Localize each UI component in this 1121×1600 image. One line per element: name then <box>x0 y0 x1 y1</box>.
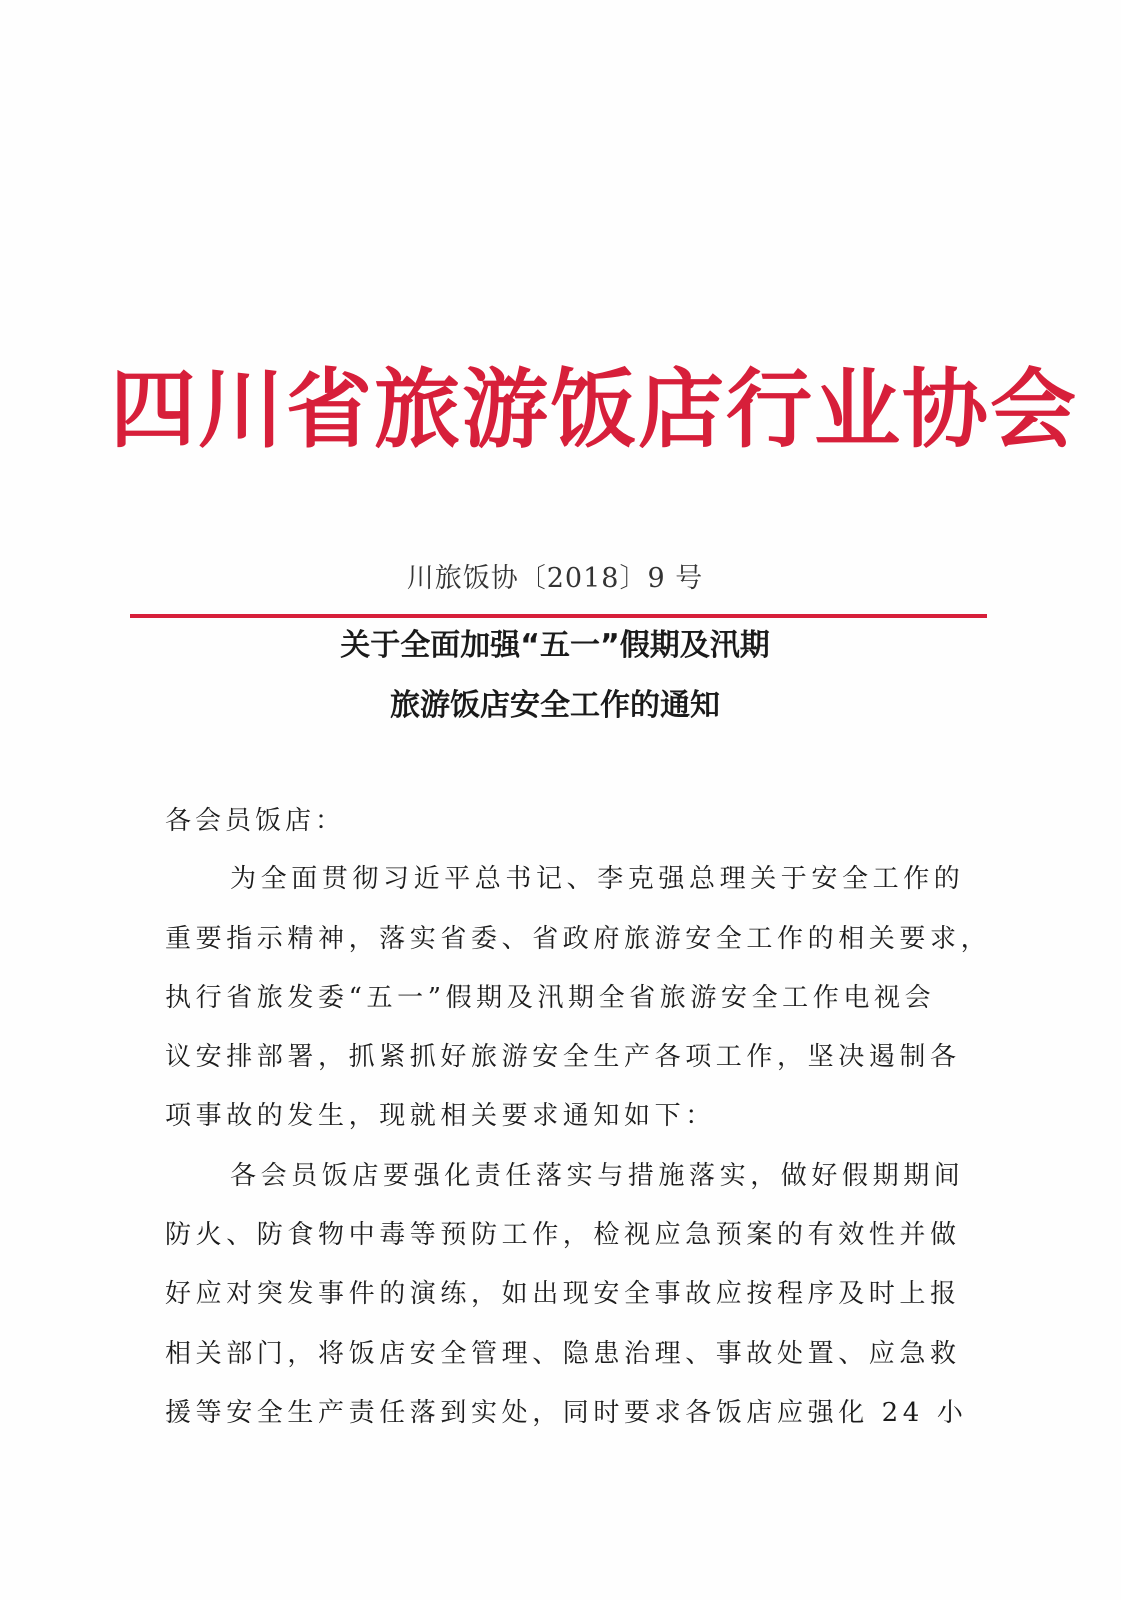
paragraph-2-line: 各会员饭店要强化责任落实与措施落实，做好假期期间 <box>230 1161 965 1191</box>
paragraph-1-line: 为全面贯彻习近平总书记、李克强总理关于安全工作的 <box>230 864 965 894</box>
document-number: 川旅饭协〔2018〕9 号 <box>406 563 704 594</box>
header-divider <box>130 614 987 618</box>
salutation: 各会员饭店： <box>165 806 346 836</box>
paragraph-1-line: 重要指示精神，落实省委、省政府旅游安全工作的相关要求， <box>165 924 992 954</box>
paragraph-1-line: 议安排部署，抓紧抓好旅游安全生产各项工作，坚决遏制各 <box>165 1042 961 1072</box>
paragraph-1-line: 执行省旅发委“五一”假期及汛期全省旅游安全工作电视会 <box>165 983 936 1013</box>
paragraph-2-line: 防火、防食物中毒等预防工作，检视应急预案的有效性并做 <box>165 1220 961 1250</box>
document-title-line-1: 关于全面加强“五一”假期及汛期 <box>340 628 770 663</box>
paragraph-2-line: 相关部门，将饭店安全管理、隐患治理、事故处置、应急救 <box>165 1339 961 1369</box>
document-title-line-2: 旅游饭店安全工作的通知 <box>390 688 720 723</box>
paragraph-2-line: 好应对突发事件的演练，如出现安全事故应按程序及时上报 <box>165 1279 961 1309</box>
paragraph-2-line: 援等安全生产责任落到实处，同时要求各饭店应强化 24 小 <box>165 1398 968 1428</box>
organization-header: 四川省旅游饭店行业协会 <box>110 359 1078 460</box>
paragraph-1-line: 项事故的发生，现就相关要求通知如下： <box>165 1101 716 1131</box>
